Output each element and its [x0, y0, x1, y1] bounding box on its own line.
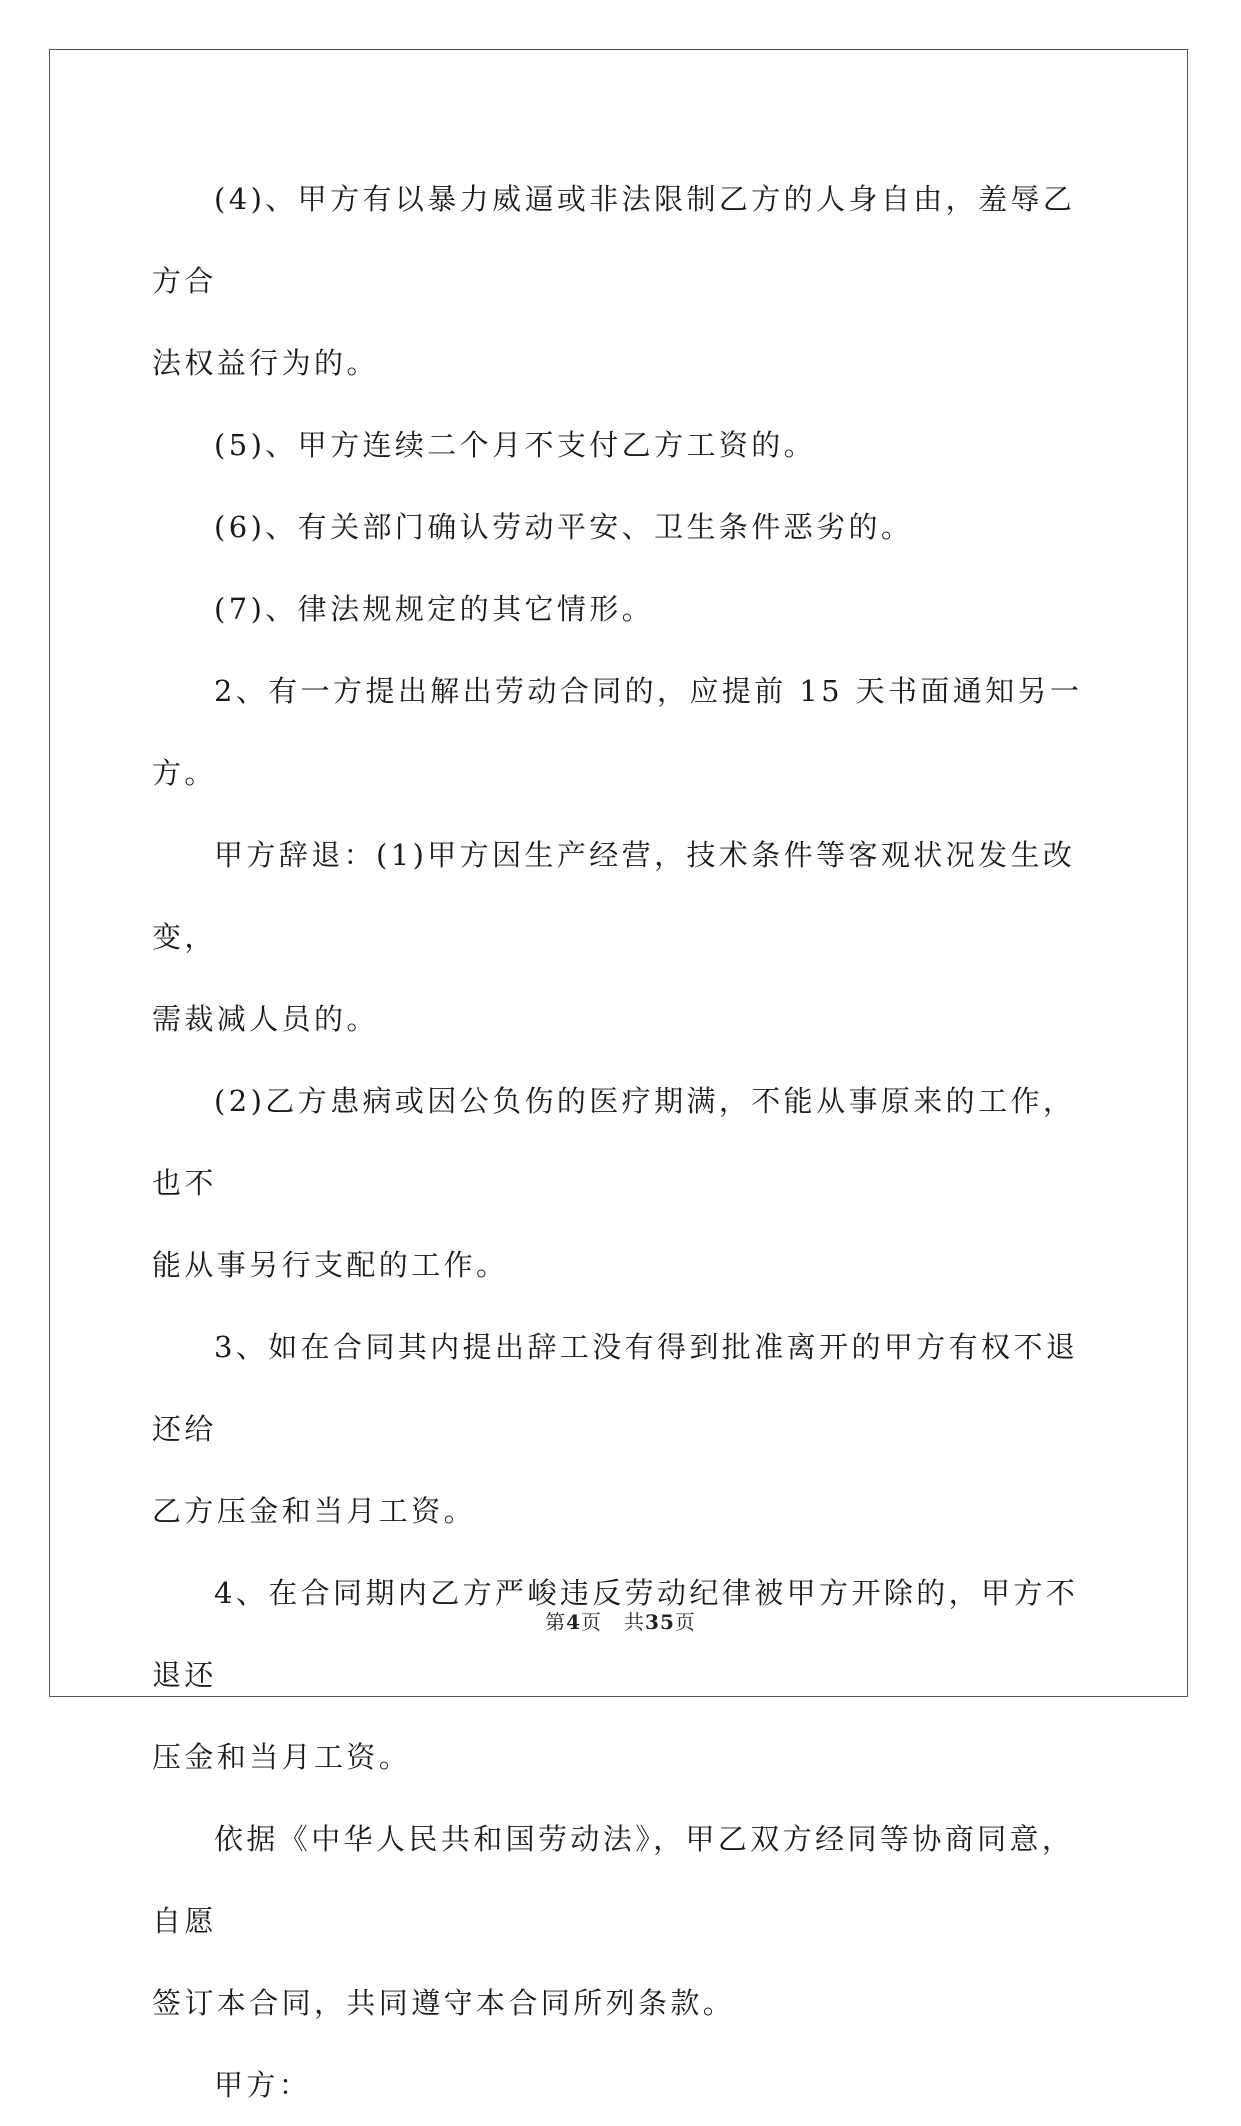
text-line: 4、在合同期内乙方严峻违反劳动纪律被甲方开除的，甲方不退还: [152, 1576, 1079, 1692]
paragraph-clause-4: [152, 158, 1092, 404]
text-line: 甲方辞退：(1)甲方因生产经营，技术条件等客观状况发生改变，: [152, 838, 1076, 954]
paragraph-clause-6: [152, 486, 1092, 568]
paragraph-legal-basis: [152, 1798, 1092, 2044]
page-suffix: 页: [581, 1610, 603, 1634]
text-line: (7)、律法规规定的其它情形。: [214, 592, 655, 626]
paragraph-item-2: [152, 650, 1092, 814]
paragraph-dismissal-1: [152, 814, 1092, 1060]
document-body: [152, 158, 1092, 2126]
total-prefix: 共: [624, 1610, 646, 1634]
paragraph-item-3: [152, 1306, 1092, 1552]
page-footer: [0, 1606, 1241, 1635]
total-pages: 35: [645, 1610, 675, 1634]
paragraph-dismissal-2: [152, 1060, 1092, 1306]
page-prefix: 第: [545, 1610, 567, 1634]
text-line: 压金和当月工资。: [152, 1740, 412, 1774]
text-line: 甲方：: [214, 2068, 312, 2102]
paragraph-clause-7: [152, 568, 1092, 650]
text-line: 法权益行为的。: [152, 346, 379, 380]
paragraph-clause-5: [152, 404, 1092, 486]
total-suffix: 页: [674, 1610, 696, 1634]
paragraph-party-a-signature: [152, 2044, 1092, 2126]
text-line: 签订本合同，共同遵守本合同所列条款。: [152, 1986, 736, 2020]
text-line: (5)、甲方连续二个月不支付乙方工资的。: [214, 428, 817, 462]
text-line: (2)乙方患病或因公负伤的医疗期满，不能从事原来的工作，也不: [152, 1084, 1076, 1200]
text-line: 需裁减人员的。: [152, 1002, 379, 1036]
text-line: 乙方压金和当月工资。: [152, 1494, 477, 1528]
text-line: (4)、甲方有以暴力威逼或非法限制乙方的人身自由，羞辱乙方合: [152, 182, 1076, 298]
text-line: 3、如在合同其内提出辞工没有得到批准离开的甲方有权不退还给: [152, 1330, 1079, 1446]
text-line: 2、有一方提出解出劳动合同的，应提前 15 天书面通知另一方。: [152, 674, 1083, 790]
text-line: 依据《中华人民共和国劳动法》，甲乙双方经同等协商同意，自愿: [152, 1822, 1075, 1938]
text-line: (6)、有关部门确认劳动平安、卫生条件恶劣的。: [214, 510, 914, 544]
paragraph-item-4: [152, 1552, 1092, 1798]
text-line: 能从事另行支配的工作。: [152, 1248, 509, 1282]
page-number: 4: [566, 1610, 582, 1634]
